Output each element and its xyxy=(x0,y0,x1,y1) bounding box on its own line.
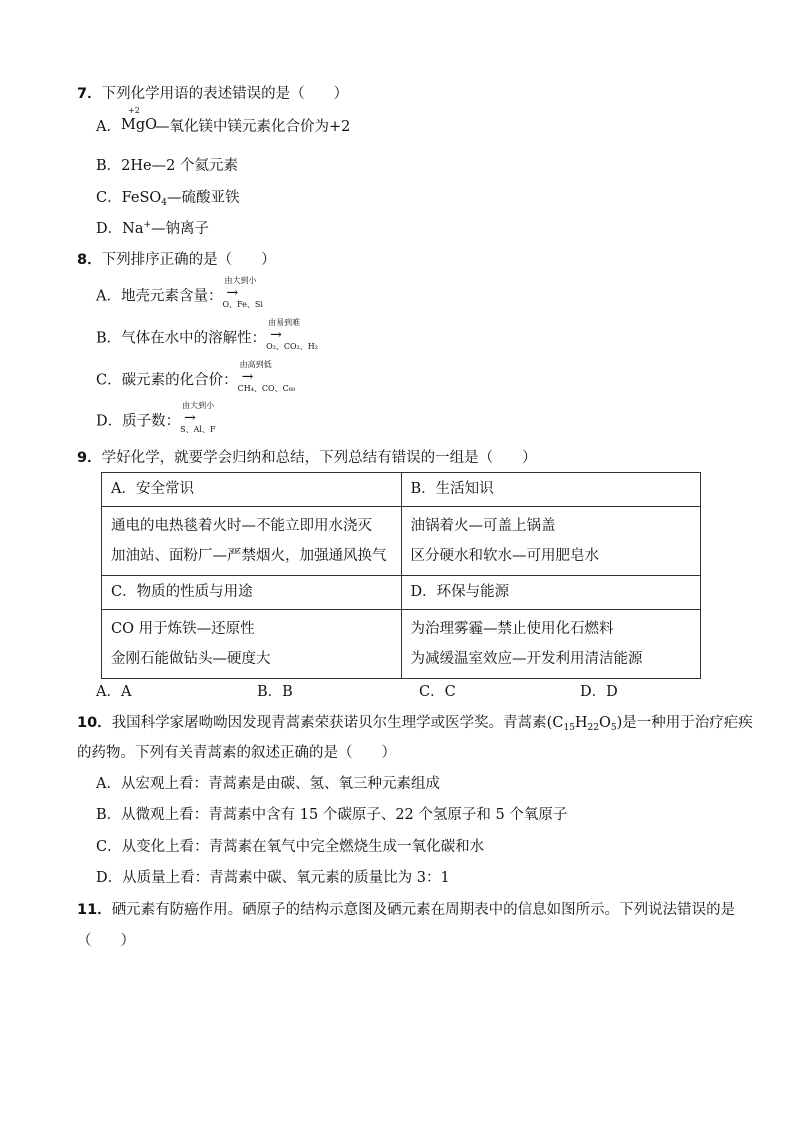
arrow-label-top: 由易到难 xyxy=(268,318,301,327)
option-label: B． xyxy=(96,158,122,174)
option-text: —硫酸亚铁 xyxy=(167,190,240,206)
q8-option-a[interactable] xyxy=(96,277,332,313)
q7-option-a[interactable] xyxy=(96,106,351,136)
option-text: 碳元素的化合价： xyxy=(121,372,238,389)
q7-option-b[interactable] xyxy=(96,154,238,175)
option-text: 2He—2 个氦元素 xyxy=(121,158,238,174)
arrow-label-bottom: CH₄、CO、C₆₀ xyxy=(237,384,296,393)
arrow-label-bottom: O₂、CO₂、H₂ xyxy=(266,342,318,351)
cell-c-title: C．物质的性质与用途 xyxy=(102,576,402,610)
arrow-label-bottom: S、Al、F xyxy=(180,425,216,434)
option-text: —氧化镁中镁元素化合价为+2 xyxy=(154,119,351,135)
q9-option-c[interactable]: C．C xyxy=(419,684,456,700)
cell-line: 通电的电热毯着火时—不能立即用水浇灭 xyxy=(111,518,372,534)
formula: O xyxy=(599,715,611,731)
cell-line: 区分硬水和软水—可用肥皂水 xyxy=(410,548,599,564)
question-number: 7． xyxy=(77,86,102,102)
question-number: 8． xyxy=(77,252,102,268)
option-text: 气体在水中的溶解性： xyxy=(121,330,267,347)
subscript: 4 xyxy=(161,198,168,208)
option-label: C． xyxy=(96,190,122,206)
arrow-icon: → xyxy=(241,369,254,385)
q9-option-b[interactable]: B．B xyxy=(257,684,293,700)
q10-option-c[interactable]: C．从变化上看：青蒿素在氧气中完全燃烧生成一氧化碳和水 xyxy=(96,839,485,855)
q9-option-a[interactable]: A．A xyxy=(96,684,132,700)
valence-mark: +2 xyxy=(127,106,140,115)
option-text: —钠离子 xyxy=(151,221,210,237)
q8-option-c[interactable] xyxy=(96,361,348,397)
question-7-stem xyxy=(77,82,348,103)
cell-line: 金刚石能做钻头—硬度大 xyxy=(111,651,271,667)
option-label: A． xyxy=(96,119,121,135)
summary-table xyxy=(101,472,701,679)
question-number: 9． xyxy=(77,450,102,466)
question-text: 下列排序正确的是（ ） xyxy=(101,252,276,268)
cell-line: 加油站、面粉厂—严禁烟火，加强通风换气 xyxy=(111,548,387,564)
formula: H xyxy=(574,715,588,731)
order-arrow xyxy=(222,277,332,313)
arrow-icon: → xyxy=(226,285,239,301)
q10-option-d[interactable]: D．从质量上看：青蒿素中碳、氧元素的质量比为 3：1 xyxy=(96,870,450,886)
subscript: 5 xyxy=(610,723,617,733)
q9-option-d[interactable]: D．D xyxy=(580,684,618,700)
subscript: 22 xyxy=(587,723,599,733)
option-label: C． xyxy=(96,372,122,389)
cell-d-title: D．环保与能源 xyxy=(401,576,701,610)
superscript: + xyxy=(143,220,152,230)
option-text: 质子数： xyxy=(122,413,181,430)
question-text: 下列化学用语的表述错误的是（ ） xyxy=(101,86,349,102)
question-text: )是一种用于治疗疟疾 xyxy=(616,715,753,731)
arrow-label-top: 由大到小 xyxy=(224,276,257,285)
cell-line: 油锅着火—可盖上锅盖 xyxy=(410,518,556,534)
q7-option-d[interactable] xyxy=(96,217,209,238)
formula: FeSO xyxy=(121,190,162,206)
question-11-stem-line2: （ ） xyxy=(77,933,135,949)
option-label: D． xyxy=(96,221,123,237)
question-8-stem xyxy=(77,248,276,269)
option-label: B． xyxy=(96,330,122,347)
valence-formula xyxy=(120,106,158,134)
subscript: 15 xyxy=(563,723,575,733)
q8-option-d[interactable] xyxy=(96,402,290,438)
question-number: 10． xyxy=(77,715,112,731)
cell-b-content xyxy=(401,507,701,576)
question-10-stem xyxy=(77,711,753,733)
formula: MgO xyxy=(120,117,158,133)
order-arrow xyxy=(238,361,348,397)
order-arrow xyxy=(180,402,290,438)
question-9-stem xyxy=(77,446,537,467)
question-text: 我国科学家屠呦呦因发现青蒿素荣获诺贝尔生理学或医学奖。青蒿素(C xyxy=(111,715,564,731)
arrow-icon: → xyxy=(184,410,196,426)
option-label: A． xyxy=(96,288,121,305)
cell-b-title: B．生活知识 xyxy=(401,473,701,507)
cell-c-content xyxy=(102,610,402,679)
question-10-stem-line2: 的药物。下列有关青蒿素的叙述正确的是（ ） xyxy=(77,745,396,761)
arrow-icon: → xyxy=(270,327,282,343)
cell-a-title: A．安全常识 xyxy=(102,473,402,507)
q10-option-b[interactable]: B．从微观上看：青蒿素中含有 15 个碳原子、22 个氢原子和 5 个氧原子 xyxy=(96,807,568,823)
cell-d-content xyxy=(401,610,701,679)
question-text: 硒元素有防癌作用。硒原子的结构示意图及硒元素在周期表中的信息如图所示。下列说法错误的是 xyxy=(111,902,736,918)
question-text: 学好化学，就要学会归纳和总结，下列总结有错误的一组是（ ） xyxy=(101,450,537,466)
question-11-stem xyxy=(77,898,735,919)
option-text: 地壳元素含量： xyxy=(120,288,223,305)
arrow-label-bottom: O、Fe、Si xyxy=(222,300,263,309)
cell-line: CO 用于炼铁—还原性 xyxy=(111,621,255,637)
option-label: D． xyxy=(96,413,123,430)
q8-option-b[interactable] xyxy=(96,319,376,355)
cell-a-content xyxy=(102,507,402,576)
q7-option-c[interactable] xyxy=(96,186,240,208)
cell-line: 为减缓温室效应—开发利用清洁能源 xyxy=(410,651,643,667)
cell-line: 为治理雾霾—禁止使用化石燃料 xyxy=(410,621,614,637)
order-arrow xyxy=(266,319,376,355)
question-number: 11． xyxy=(77,902,112,918)
arrow-label-top: 由高到低 xyxy=(239,360,272,369)
q10-option-a[interactable]: A．从宏观上看：青蒿素是由碳、氢、氧三种元素组成 xyxy=(96,776,440,792)
arrow-label-top: 由大到小 xyxy=(182,401,215,410)
formula: Na xyxy=(122,221,144,237)
